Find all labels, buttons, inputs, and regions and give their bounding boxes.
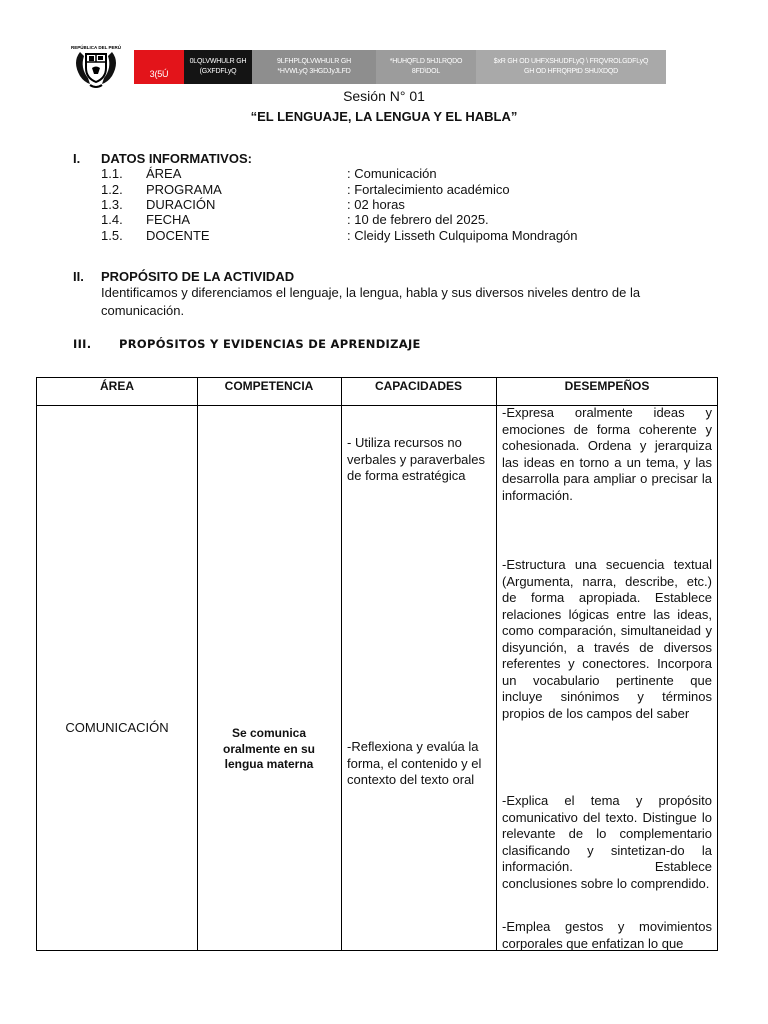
regional-office-label: *HUHQFLD 5HJLRQDO 8FD\DOL: [376, 50, 476, 84]
column-divider: [496, 378, 497, 950]
desempeno-item: -Estructura una secuencia textual (Argumenta, narra, describe, etc.) de forma apropiada. Establece relaciones lógicas entre las ideas, como comparación, simultaneidad y disyunción, a través de diversos referentes y conectores. Incorpora un vocabulario pertinente que incluye sinónimos y términos propios de los campos del saber: [502, 557, 712, 721]
section-1-numeral: I.: [73, 151, 81, 166]
section-3-numeral: III.: [73, 337, 92, 351]
info-num: 1.5.: [101, 228, 123, 243]
info-label: DURACIÓN: [146, 197, 216, 212]
info-num: 1.1.: [101, 166, 123, 181]
header-desempenos: DESEMPEÑOS: [564, 379, 650, 393]
section-1-heading: DATOS INFORMATIVOS:: [101, 151, 252, 166]
purpose-text-line-2: comunicación.: [101, 303, 185, 318]
column-divider: [197, 378, 198, 950]
purpose-text-line-1: Identificamos y diferenciamos el lenguaje, la lengua, habla y sus diversos niveles dentro de la: [101, 285, 641, 300]
section-3-heading: PROPÓSITOS Y EVIDENCIAS DE APRENDIZAJE: [119, 337, 421, 351]
header-capacidades: CAPACIDADES: [374, 379, 463, 393]
info-value: : Cleidy Lisseth Culquipoma Mondragón: [347, 228, 578, 243]
header-competencia: COMPETENCIA: [224, 379, 314, 393]
ministry-label: 0LQLVWHULR GH (GXFDFLyQ: [184, 50, 252, 84]
desempeno-item: -Expresa oralmente ideas y emociones de forma coherente y cohesionada. Ordena y jerarquiza las ideas en torno a un tema, y las desarrolla para ampliar o precisar la información.: [502, 405, 712, 503]
header-area: ÁREA: [99, 379, 134, 393]
section-2-heading: PROPÓSITO DE LA ACTIVIDAD: [101, 269, 295, 284]
learning-table: [36, 377, 718, 951]
info-num: 1.2.: [101, 182, 123, 197]
competencia-cell: Se comunica oralmente en su lengua materna: [222, 726, 316, 771]
session-number: Sesión N° 01: [343, 88, 425, 104]
section-2-numeral: II.: [73, 269, 84, 284]
info-label: FECHA: [146, 212, 191, 227]
info-label: ÁREA: [146, 166, 182, 181]
capacidad-item: - Utiliza recursos no verbales y paraverbales de forma estratégica: [347, 435, 486, 483]
desempeno-item: -Explica el tema y propósito comunicativo del texto. Distingue lo relevante de lo complementario clasificando y sintetizan-do la información. Establece conclusiones sobre lo comprendido.: [502, 793, 712, 891]
info-value: : Comunicación: [347, 166, 437, 181]
capacidad-item: -Reflexiona y evalúa la forma, el contenido y el contexto del texto oral: [347, 739, 482, 787]
year-name-label: $xR GH OD UHFXSHUDFLyQ \ FRQVROLGDFLyQ GH OD HFRQRPtD SHUXDQD: [476, 50, 666, 84]
area-cell: COMUNICACIÓN: [65, 720, 169, 735]
info-num: 1.4.: [101, 212, 123, 227]
info-value: : 02 horas: [347, 197, 405, 212]
national-coat-of-arms-icon: [70, 42, 122, 90]
svg-text:REPÚBLICA DEL PERÚ: REPÚBLICA DEL PERÚ: [70, 45, 122, 50]
info-label: DOCENTE: [146, 228, 210, 243]
info-num: 1.3.: [101, 197, 123, 212]
session-title: “EL LENGUAJE, LA LENGUA Y EL HABLA”: [250, 109, 518, 124]
info-value: : 10 de febrero del 2025.: [347, 212, 489, 227]
desempeno-item: -Emplea gestos y movimientos corporales que enfatizan lo que: [502, 919, 712, 951]
info-value: : Fortalecimiento académico: [347, 182, 510, 197]
peru-label: 3(5Ú: [134, 50, 184, 84]
column-divider: [341, 378, 342, 950]
vice-ministry-label: 9LFHPLQLVWHULR GH *HVWLyQ 3HGDJyJLFD: [252, 50, 376, 84]
info-label: PROGRAMA: [146, 182, 222, 197]
